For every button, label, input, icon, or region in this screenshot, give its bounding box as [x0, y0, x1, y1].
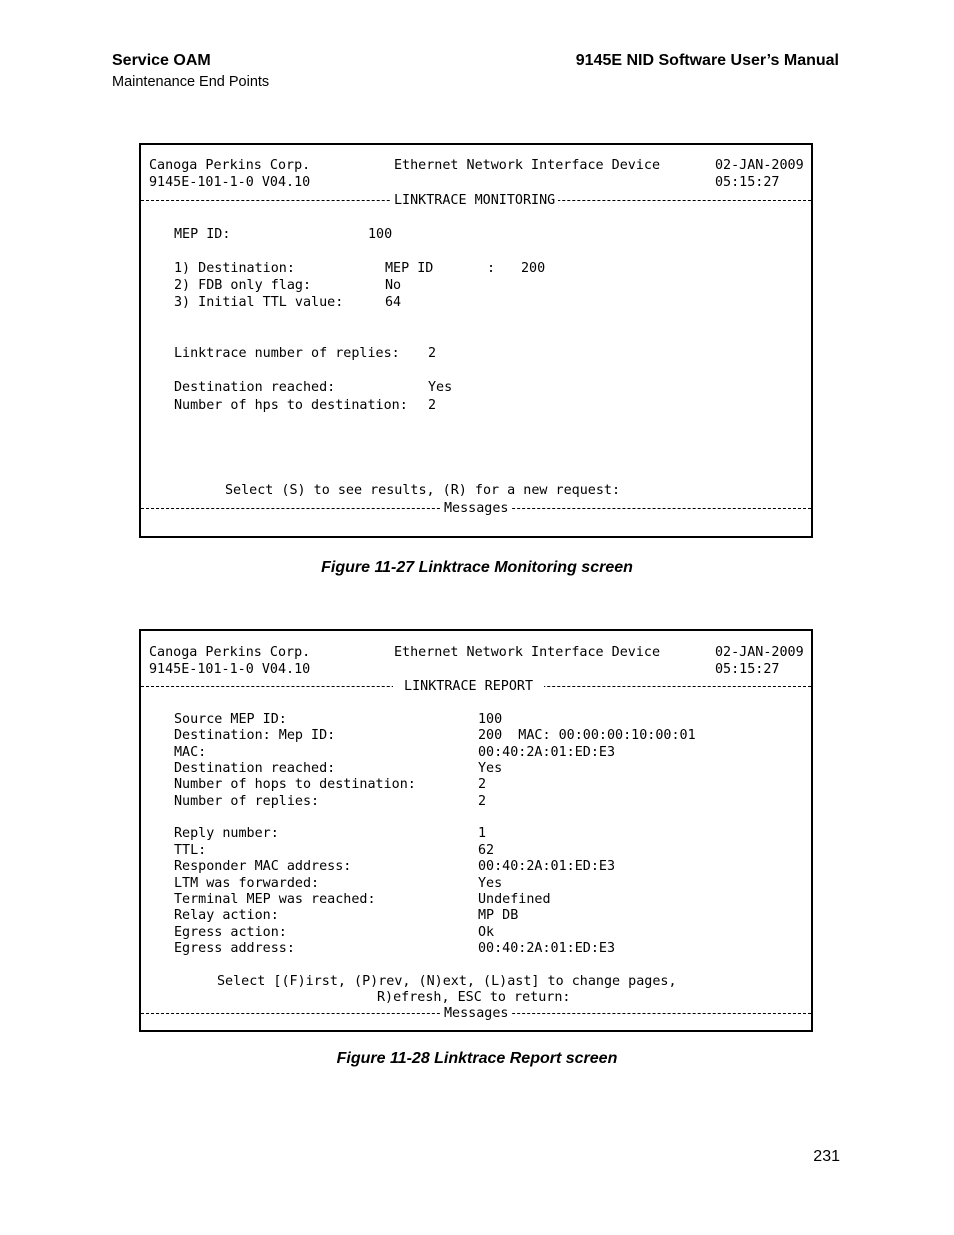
- figure-caption: Figure 11-27 Linktrace Monitoring screen: [321, 559, 633, 576]
- option-initial-ttl[interactable]: 3) Initial TTL value:: [174, 295, 344, 310]
- command-prompt: Select (S) to see results, (R) for a new request:: [225, 483, 621, 498]
- navigation-prompt: Select [(F)irst, (P)rev, (N)ext, (L)ast] to change pages,: [217, 974, 677, 989]
- summary-label: Number of replies:: [174, 794, 320, 809]
- hops-label: Number of hps to destination:: [174, 398, 408, 413]
- reply-value: 00:40:2A:01:ED:E3: [478, 859, 616, 874]
- screen-time: 05:15:27: [715, 662, 780, 677]
- summary-label: MAC:: [174, 745, 207, 760]
- reply-value: 62: [478, 843, 495, 858]
- option-destination-value: MEP ID: [385, 261, 434, 276]
- reply-value: 1: [478, 826, 487, 841]
- screen-banner: LINKTRACE MONITORING: [391, 192, 558, 209]
- option-destination[interactable]: 1) Destination:: [174, 261, 295, 276]
- section-subtitle: Maintenance End Points: [112, 74, 270, 90]
- model-version: 9145E-101-1-0 V04.10: [149, 175, 311, 190]
- reply-value: 00:40:2A:01:ED:E3: [478, 941, 616, 956]
- option-initial-ttl-value: 64: [385, 295, 402, 310]
- option-fdb-only[interactable]: 2) FDB only flag:: [174, 278, 312, 293]
- reply-label: Relay action:: [174, 908, 279, 923]
- reply-label: Responder MAC address:: [174, 859, 352, 874]
- reply-label: LTM was forwarded:: [174, 876, 320, 891]
- destination-reached-value: Yes: [428, 380, 453, 395]
- reply-label: TTL:: [174, 843, 207, 858]
- company-name: Canoga Perkins Corp.: [149, 158, 311, 173]
- reply-value: Yes: [478, 876, 503, 891]
- reply-label: Terminal MEP was reached:: [174, 892, 376, 907]
- reply-value: MP DB: [478, 908, 519, 923]
- summary-value: 2: [478, 777, 487, 792]
- option-destination-mep: 200: [521, 261, 546, 276]
- replies-label: Linktrace number of replies:: [174, 346, 400, 361]
- banner-rule: [141, 192, 811, 209]
- option-destination-sep: :: [487, 261, 496, 276]
- company-name: Canoga Perkins Corp.: [149, 645, 311, 660]
- reply-value: Undefined: [478, 892, 551, 907]
- option-fdb-only-value: No: [385, 278, 402, 293]
- messages-rule: [141, 500, 811, 517]
- hops-value: 2: [428, 398, 437, 413]
- banner-rule: [141, 678, 811, 695]
- summary-value: 100: [478, 712, 503, 727]
- summary-value: 00:40:2A:01:ED:E3: [478, 745, 616, 760]
- refresh-prompt: R)efresh, ESC to return:: [377, 990, 571, 1005]
- screen-banner: LINKTRACE REPORT: [393, 678, 544, 695]
- replies-value: 2: [428, 346, 437, 361]
- device-name: Ethernet Network Interface Device: [394, 645, 661, 660]
- summary-label: Destination reached:: [174, 761, 336, 776]
- screen-date: 02-JAN-2009: [715, 645, 804, 660]
- reply-label: Egress address:: [174, 941, 295, 956]
- linktrace-report-screen: [139, 629, 813, 1032]
- mep-id-label: MEP ID:: [174, 227, 231, 242]
- device-name: Ethernet Network Interface Device: [394, 158, 661, 173]
- summary-value: 200 MAC: 00:00:00:10:00:01: [478, 728, 696, 743]
- summary-value: 2: [478, 794, 487, 809]
- messages-label: Messages: [441, 1005, 512, 1022]
- reply-value: Ok: [478, 925, 495, 940]
- reply-label: Reply number:: [174, 826, 279, 841]
- messages-label: Messages: [441, 500, 512, 517]
- summary-label: Number of hops to destination:: [174, 777, 416, 792]
- messages-rule: [141, 1005, 811, 1022]
- page-number: 231: [813, 1148, 840, 1165]
- destination-reached-label: Destination reached:: [174, 380, 336, 395]
- summary-label: Destination: Mep ID:: [174, 728, 336, 743]
- screen-time: 05:15:27: [715, 175, 780, 190]
- reply-label: Egress action:: [174, 925, 287, 940]
- screen-date: 02-JAN-2009: [715, 158, 804, 173]
- linktrace-monitoring-screen: [139, 143, 813, 538]
- manual-title: 9145E NID Software User’s Manual: [575, 52, 839, 69]
- section-title: Service OAM: [112, 52, 211, 69]
- figure-caption: Figure 11-28 Linktrace Report screen: [336, 1050, 618, 1067]
- summary-value: Yes: [478, 761, 503, 776]
- model-version: 9145E-101-1-0 V04.10: [149, 662, 311, 677]
- mep-id-value: 100: [368, 227, 393, 242]
- summary-label: Source MEP ID:: [174, 712, 287, 727]
